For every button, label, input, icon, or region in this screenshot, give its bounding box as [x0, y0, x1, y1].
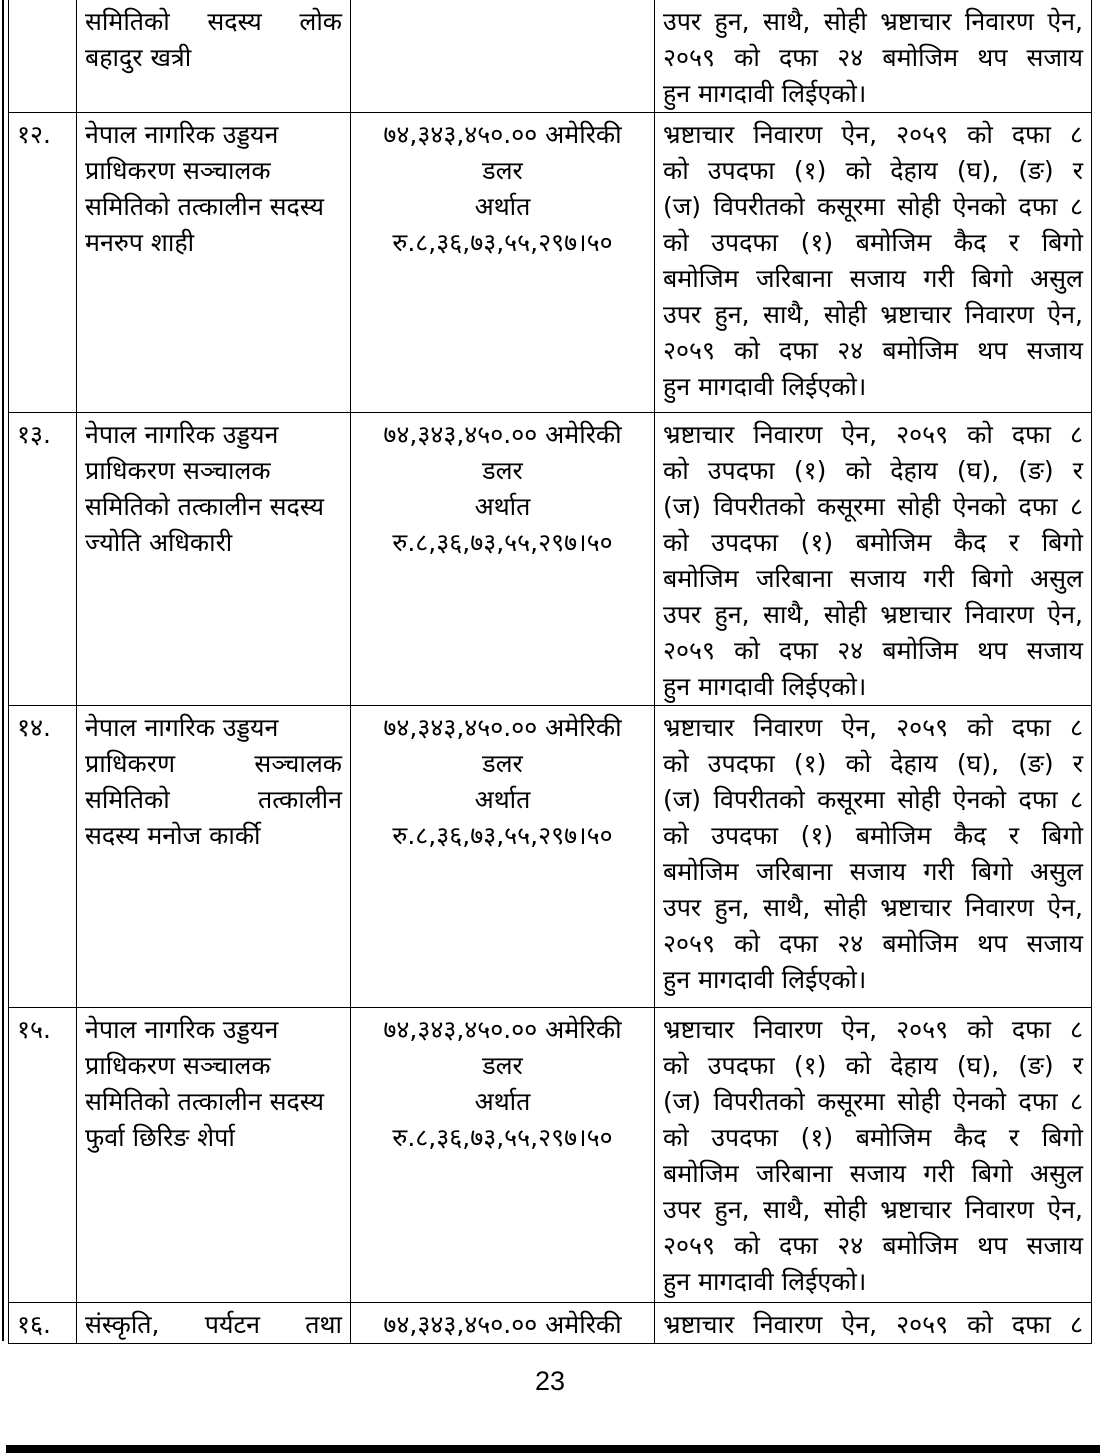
amount-cell	[351, 113, 655, 413]
amount-cell	[351, 1303, 655, 1344]
name-cell	[77, 1303, 351, 1344]
table-row-16-partial	[9, 1303, 1092, 1344]
charge-cell	[655, 413, 1092, 706]
charge-text: भ्रष्टाचार निवारण ऐन, २०५९ को दफा ८	[663, 1310, 1083, 1339]
charge-sheet-table	[8, 0, 1092, 1344]
defendant-name: नेपाल नागरिक उड्डयन प्राधिकरण सञ्चालक समितिको तत्कालीन सदस्य फुर्वा छिरिङ शेर्पा	[85, 1015, 324, 1152]
name-cell	[77, 113, 351, 413]
table-row-continued	[9, 0, 1092, 113]
charge-cell	[655, 1008, 1092, 1303]
name-cell	[77, 0, 351, 113]
amount-cell	[351, 413, 655, 706]
charge-cell	[655, 706, 1092, 1008]
serial-cell: १५.	[9, 1008, 77, 1303]
amount-cell	[351, 706, 655, 1008]
defendant-name: नेपाल नागरिक उड्डयन प्राधिकरण सञ्चालक समितिको तत्कालीन सदस्य मनरुप शाही	[85, 120, 324, 257]
amount-value: ७४,३४३,४५०.०० अमेरिकी	[383, 1310, 622, 1339]
charge-cell	[655, 113, 1092, 413]
defendant-name: नेपाल नागरिक उड्डयन प्राधिकरण सञ्चालक समितिको तत्कालीन सदस्य मनोज कार्की	[85, 713, 342, 850]
charge-text: भ्रष्टाचार निवारण ऐन, २०५९ को दफा ८ को उपदफा (१) को देहाय (घ), (ङ) र (ज) विपरीतको कसूरमा सोही ऐनको दफा ८ को उपदफा (१) बमोजिम कैद र बिगो बमोजिम जरिबाना सजाय गरी बिगो असुल उपर हुन, साथै, सोही भ्रष्टाचार निवारण ऐन, २०५९ को दफा २४ बमोजिम थप सजाय हुन मागदावी लिईएको।	[663, 120, 1083, 401]
amount-cell	[351, 0, 655, 113]
page-number: 23	[534, 1366, 566, 1396]
scan-edge-strip	[6, 1445, 1100, 1453]
serial-cell: १३.	[9, 413, 77, 706]
charge-text: उपर हुन, साथै, सोही भ्रष्टाचार निवारण ऐन, २०५९ को दफा २४ बमोजिम थप सजाय हुन मागदावी लिईएको।	[663, 7, 1083, 108]
name-cell	[77, 706, 351, 1008]
name-cell	[77, 413, 351, 706]
charge-cell	[655, 1303, 1092, 1344]
charge-text: भ्रष्टाचार निवारण ऐन, २०५९ को दफा ८ को उपदफा (१) को देहाय (घ), (ङ) र (ज) विपरीतको कसूरमा सोही ऐनको दफा ८ को उपदफा (१) बमोजिम कैद र बिगो बमोजिम जरिबाना सजाय गरी बिगो असुल उपर हुन, साथै, सोही भ्रष्टाचार निवारण ऐन, २०५९ को दफा २४ बमोजिम थप सजाय हुन मागदावी लिईएको।	[663, 713, 1083, 994]
name-cell	[77, 1008, 351, 1303]
charge-text: भ्रष्टाचार निवारण ऐन, २०५९ को दफा ८ को उपदफा (१) को देहाय (घ), (ङ) र (ज) विपरीतको कसूरमा सोही ऐनको दफा ८ को उपदफा (१) बमोजिम कैद र बिगो बमोजिम जरिबाना सजाय गरी बिगो असुल उपर हुन, साथै, सोही भ्रष्टाचार निवारण ऐन, २०५९ को दफा २४ बमोजिम थप सजाय हुन मागदावी लिईएको।	[663, 1015, 1083, 1296]
table-row-13	[9, 413, 1092, 706]
defendant-name: समितिको सदस्य लोक बहादुर खत्री	[85, 7, 342, 72]
amount-cell	[351, 1008, 655, 1303]
table-row-12	[9, 113, 1092, 413]
amount-value: ७४,३४३,४५०.०० अमेरिकी डलर अर्थात रु.८,३६,७३,५५,२९७।५०	[383, 713, 622, 850]
charge-text: भ्रष्टाचार निवारण ऐन, २०५९ को दफा ८ को उपदफा (१) को देहाय (घ), (ङ) र (ज) विपरीतको कसूरमा सोही ऐनको दफा ८ को उपदफा (१) बमोजिम कैद र बिगो बमोजिम जरिबाना सजाय गरी बिगो असुल उपर हुन, साथै, सोही भ्रष्टाचार निवारण ऐन, २०५९ को दफा २४ बमोजिम थप सजाय हुन मागदावी लिईएको।	[663, 420, 1083, 701]
amount-value: ७४,३४३,४५०.०० अमेरिकी डलर अर्थात रु.८,३६,७३,५५,२९७।५०	[383, 1015, 622, 1152]
amount-value: ७४,३४३,४५०.०० अमेरिकी डलर अर्थात रु.८,३६,७३,५५,२९७।५०	[383, 120, 622, 257]
table-row-14	[9, 706, 1092, 1008]
defendant-name: नेपाल नागरिक उड्डयन प्राधिकरण सञ्चालक समितिको तत्कालीन सदस्य ज्योति अधिकारी	[85, 420, 324, 557]
serial-cell: १४.	[9, 706, 77, 1008]
table-row-15	[9, 1008, 1092, 1303]
page-edge-line	[2, 0, 4, 1341]
serial-cell: १२.	[9, 113, 77, 413]
defendant-name: संस्कृति, पर्यटन तथा	[85, 1310, 342, 1339]
serial-cell	[9, 0, 77, 113]
serial-cell: १६.	[9, 1303, 77, 1344]
amount-value: ७४,३४३,४५०.०० अमेरिकी डलर अर्थात रु.८,३६,७३,५५,२९७।५०	[383, 420, 622, 557]
charge-cell	[655, 0, 1092, 113]
